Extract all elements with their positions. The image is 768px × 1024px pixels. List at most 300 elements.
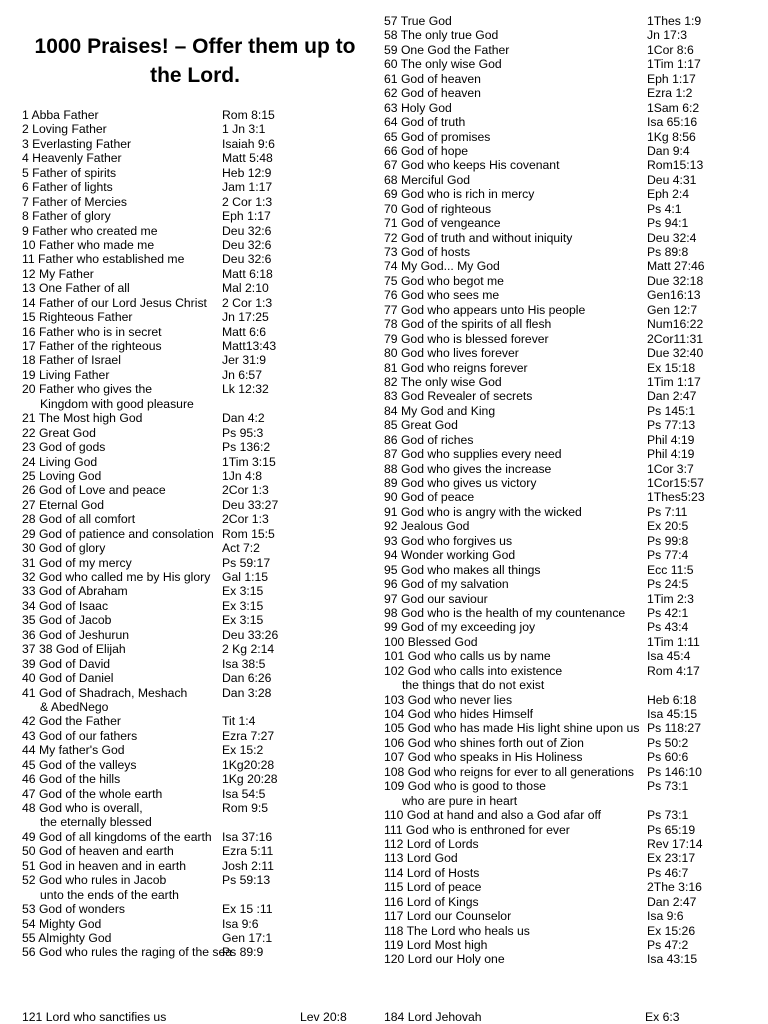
scripture-reference: Ps 95:3 xyxy=(222,425,264,440)
praise-entry xyxy=(384,505,764,519)
scripture-reference: Ps 24:5 xyxy=(647,577,689,592)
scripture-reference: Ps 89:8 xyxy=(647,245,689,259)
scripture-reference: 2 Cor 1:3 xyxy=(222,194,273,209)
praise-entry xyxy=(384,851,764,865)
praise-entry xyxy=(384,808,764,822)
praise-name: 37 38 God of Elijah xyxy=(22,642,126,657)
praise-entry xyxy=(22,787,367,801)
scripture-reference: Isa 9:6 xyxy=(647,909,684,924)
praise-name: Kingdom with good pleasure xyxy=(40,396,194,411)
praise-entry xyxy=(384,288,764,302)
praise-entry xyxy=(384,389,764,403)
praise-name: 121 Lord who sanctifies us xyxy=(22,1010,167,1024)
praise-name: 53 God of wonders xyxy=(22,902,125,917)
scripture-reference: Jn 17:25 xyxy=(222,310,269,325)
scripture-reference: 1Jn 4:8 xyxy=(222,468,262,483)
praise-entry xyxy=(22,743,367,757)
praise-name: 67 God who keeps His covenant xyxy=(384,158,560,173)
praise-entry xyxy=(22,296,367,310)
scripture-reference: Dan 4:2 xyxy=(222,411,265,426)
praise-entry xyxy=(22,238,367,252)
praise-entry xyxy=(22,180,367,194)
praise-entry xyxy=(384,880,764,894)
praise-name: 65 God of promises xyxy=(384,129,491,144)
scripture-reference: Ex 15:18 xyxy=(647,360,696,375)
praise-name: 91 God who is angry with the wicked xyxy=(384,504,582,519)
scripture-reference: 2Cor 1:3 xyxy=(222,512,269,527)
scripture-reference: Num16:22 xyxy=(647,317,704,332)
praise-entry xyxy=(384,28,764,42)
praise-name: 96 God of my salvation xyxy=(384,577,509,592)
scripture-reference: 2 Cor 1:3 xyxy=(222,295,273,310)
praise-entry xyxy=(384,361,764,375)
right-praise-list xyxy=(384,14,764,967)
praise-entry xyxy=(384,173,764,187)
praise-name: 76 God who sees me xyxy=(384,288,500,303)
praise-entry xyxy=(384,938,764,952)
praise-name: 5 Father of spirits xyxy=(22,165,117,180)
praise-entry xyxy=(384,952,764,966)
praise-entry xyxy=(384,231,764,245)
praise-entry xyxy=(22,772,367,786)
praise-entry xyxy=(384,317,764,331)
praise-entry xyxy=(384,216,764,230)
praise-name: 55 Almighty God xyxy=(22,930,112,945)
praise-entry xyxy=(22,599,367,613)
praise-name: 56 God who rules the raging of the sea xyxy=(22,945,233,960)
scripture-reference: Rev 17:14 xyxy=(647,836,703,851)
scripture-reference: Dan 2:47 xyxy=(647,894,697,909)
praise-entry xyxy=(384,158,764,172)
praise-name: 82 The only wise God xyxy=(384,374,502,389)
praise-entry xyxy=(384,346,764,360)
scripture-reference: Ps 65:19 xyxy=(647,822,696,837)
praise-name: 104 God who hides Himself xyxy=(384,707,534,721)
praise-entry xyxy=(22,455,367,469)
scripture-reference: Heb 12:9 xyxy=(222,165,272,180)
praise-name: 86 God of riches xyxy=(384,432,474,447)
scripture-reference: Mal 2:10 xyxy=(222,281,269,296)
praise-name: 110 God at hand and also a God afar off xyxy=(384,808,602,823)
praise-entry xyxy=(384,418,764,432)
praise-name: 72 God of truth and without iniquity xyxy=(384,230,573,245)
scripture-reference: Due 32:40 xyxy=(647,346,704,361)
praise-name: 48 God who is overall, xyxy=(22,801,143,815)
praise-entry xyxy=(22,541,367,555)
praise-name: 111 God who is enthroned for ever xyxy=(384,822,570,837)
praise-name: 114 Lord of Hosts xyxy=(384,865,480,880)
praise-name: 69 God who is rich in mercy xyxy=(384,187,535,202)
praise-name: 75 God who begot me xyxy=(384,273,504,288)
praise-name: 95 God who makes all things xyxy=(384,562,541,577)
praise-name: the eternally blessed xyxy=(40,815,152,830)
praise-name: 98 God who is the health of my countenance xyxy=(384,605,626,620)
praise-name: 90 God of peace xyxy=(384,490,475,505)
scripture-reference: Gen16:13 xyxy=(647,288,701,303)
praise-entry xyxy=(22,556,367,570)
praise-entry xyxy=(22,714,367,728)
praise-name: 119 Lord Most high xyxy=(384,938,488,952)
praise-entry xyxy=(22,613,367,627)
scripture-reference: Matt 6:18 xyxy=(222,266,273,281)
scripture-reference: Deu 32:6 xyxy=(222,237,272,252)
praise-name: 26 God of Love and peace xyxy=(22,483,166,498)
praise-entry xyxy=(22,252,367,266)
praise-entry xyxy=(384,274,764,288)
praise-entry xyxy=(22,440,367,454)
praise-name: 6 Father of lights xyxy=(22,180,113,195)
praise-entry xyxy=(384,375,764,389)
praise-name: 77 God who appears unto His people xyxy=(384,302,586,317)
praise-entry xyxy=(384,866,764,880)
praise-entry-continuation xyxy=(384,678,764,692)
praise-entry xyxy=(22,483,367,497)
praise-entry-continuation xyxy=(22,815,367,829)
praise-entry xyxy=(22,945,367,959)
praise-name: 116 Lord of Kings xyxy=(384,894,479,909)
praise-name: 63 Holy God xyxy=(384,100,452,115)
scripture-reference: Matt 5:48 xyxy=(222,151,273,166)
scripture-reference: Jn 17:3 xyxy=(647,28,687,43)
praise-entry xyxy=(384,649,764,663)
scripture-reference: 1Kg20:28 xyxy=(222,757,275,772)
scripture-reference: Isa 45:15 xyxy=(647,707,698,721)
praise-name: 49 God of all kingdoms of the earth xyxy=(22,829,212,844)
scripture-reference: Isa 54:5 xyxy=(222,786,266,801)
praise-name: 87 God who supplies every need xyxy=(384,447,562,462)
praise-name: 92 Jealous God xyxy=(384,519,470,534)
scripture-reference: Ps 59:17 xyxy=(222,555,271,570)
praise-entry xyxy=(384,130,764,144)
scripture-reference: 2Cor 1:3 xyxy=(222,483,269,498)
praise-entry xyxy=(22,137,367,151)
praise-name: 17 Father of the righteous xyxy=(22,339,162,353)
praise-entry xyxy=(384,577,764,591)
praise-entry xyxy=(22,281,367,295)
scripture-reference: 1Cor15:57 xyxy=(647,476,704,490)
scripture-reference: Matt13:43 xyxy=(222,339,277,353)
praise-entry xyxy=(22,671,367,685)
praise-name: 8 Father of glory xyxy=(22,209,111,224)
praise-entry xyxy=(22,353,367,367)
praise-entry xyxy=(384,476,764,490)
scripture-reference: Isa 37:16 xyxy=(222,829,273,844)
praise-name: 57 True God xyxy=(384,14,452,28)
praise-name: 23 God of gods xyxy=(22,440,106,455)
scripture-reference: Rom 9:5 xyxy=(222,801,269,815)
scripture-reference: Ex 6:3 xyxy=(645,1010,680,1024)
scripture-reference: Gen 12:7 xyxy=(647,302,698,317)
scripture-reference: Dan 2:47 xyxy=(647,389,697,404)
praise-name: 93 God who forgives us xyxy=(384,533,513,548)
scripture-reference: Lev 20:8 xyxy=(300,1010,347,1024)
praise-entry xyxy=(22,873,367,887)
praise-entry xyxy=(22,166,367,180)
praise-entry xyxy=(22,844,367,858)
scripture-reference: Gen 17:1 xyxy=(222,930,273,945)
scripture-reference: Ps 73:1 xyxy=(647,808,689,823)
praise-name: who are pure in heart xyxy=(402,793,518,808)
praise-name: 109 God who is good to those xyxy=(384,779,546,794)
scripture-reference: Ps 4:1 xyxy=(647,201,682,216)
scripture-reference: Jn 6:57 xyxy=(222,367,262,382)
scripture-reference: Ezra 5:11 xyxy=(222,844,274,859)
praise-name: 43 God of our fathers xyxy=(22,728,138,743)
scripture-reference: Isa 43:15 xyxy=(647,952,698,967)
scripture-reference: Heb 6:18 xyxy=(647,692,697,707)
scripture-reference: 1Sam 6:2 xyxy=(647,100,700,115)
praise-name: 62 God of heaven xyxy=(384,86,481,101)
scripture-reference: Isaiah 9:6 xyxy=(222,136,275,151)
scripture-reference: 1Cor 8:6 xyxy=(647,42,694,57)
praise-name: 108 God who reigns for ever to all generations xyxy=(384,764,634,779)
praise-name: 36 God of Jeshurun xyxy=(22,627,130,642)
praise-entry xyxy=(22,729,367,743)
scripture-reference: Ps 42:1 xyxy=(647,605,689,620)
scripture-reference: Deu 32:6 xyxy=(222,223,272,238)
praise-entry xyxy=(22,151,367,165)
praise-entry xyxy=(384,259,764,273)
praise-name: 19 Living Father xyxy=(22,367,110,382)
praise-name: 39 God of David xyxy=(22,656,111,671)
praise-entry xyxy=(384,462,764,476)
praise-name: 84 My God and King xyxy=(384,403,496,418)
scripture-reference: Ex 15:2 xyxy=(222,743,264,758)
praise-name: 102 God who calls into existence xyxy=(384,663,563,678)
praise-name: 46 God of the hills xyxy=(22,772,121,787)
praise-entry xyxy=(384,187,764,201)
praise-entry xyxy=(384,202,764,216)
praise-entry xyxy=(384,447,764,461)
praise-name: 41 God of Shadrach, Meshach xyxy=(22,685,188,700)
praise-entry xyxy=(22,859,367,873)
praise-name: 1 Abba Father xyxy=(22,108,99,122)
scripture-reference: Ex 3:15 xyxy=(222,584,264,599)
praise-entry xyxy=(384,332,764,346)
praise-name: 24 Living God xyxy=(22,454,98,469)
praise-entry xyxy=(384,404,764,418)
scripture-reference: Ps 89:9 xyxy=(222,945,264,960)
praise-name: 74 My God... My God xyxy=(384,259,500,274)
praise-name: 28 God of all comfort xyxy=(22,512,136,527)
praise-name: 29 God of patience and consolation xyxy=(22,526,214,541)
praise-entry xyxy=(384,592,764,606)
praise-name: 47 God of the whole earth xyxy=(22,786,163,801)
scripture-reference: Ps 73:1 xyxy=(647,779,689,794)
praise-entry xyxy=(384,101,764,115)
praise-entry xyxy=(22,310,367,324)
scripture-reference: Deu 33:26 xyxy=(222,627,279,642)
scripture-reference: Rom 4:17 xyxy=(647,663,700,678)
praise-name: 100 Blessed God xyxy=(384,634,478,649)
praise-entry xyxy=(384,736,764,750)
praise-entry xyxy=(22,498,367,512)
praise-entry xyxy=(22,209,367,223)
praise-name: 83 God Revealer of secrets xyxy=(384,389,533,404)
praise-name: 61 God of heaven xyxy=(384,71,481,86)
scripture-reference: Gal 1:15 xyxy=(222,570,269,584)
praise-name: 44 My father's God xyxy=(22,743,125,758)
praise-name: 42 God the Father xyxy=(22,714,121,729)
praise-name: 88 God who gives the increase xyxy=(384,461,552,476)
praise-entry xyxy=(384,245,764,259)
scripture-reference: Ex 23:17 xyxy=(647,851,696,866)
praise-name: 40 God of Daniel xyxy=(22,671,114,686)
praise-name: 22 Great God xyxy=(22,425,96,440)
praise-entry xyxy=(22,122,367,136)
praise-name: 184 Lord Jehovah xyxy=(384,1010,482,1024)
praise-name: 13 One Father of all xyxy=(22,281,130,296)
praise-entry xyxy=(384,57,764,71)
praise-name: 103 God who never lies xyxy=(384,692,513,707)
praise-name: 50 God of heaven and earth xyxy=(22,844,174,859)
scripture-reference: Ezra 7:27 xyxy=(222,728,275,743)
praise-name: 64 God of truth xyxy=(384,115,466,130)
scripture-reference: Ps 47:2 xyxy=(647,938,689,952)
praise-entry xyxy=(22,325,367,339)
scripture-reference: Ps 59:13 xyxy=(222,873,271,888)
praise-entry xyxy=(22,267,367,281)
scripture-reference: Ps 77:4 xyxy=(647,548,689,563)
praise-name: 113 Lord God xyxy=(384,851,458,866)
scripture-reference: Jer 31:9 xyxy=(222,353,267,368)
scripture-reference: 2 Kg 2:14 xyxy=(222,642,275,657)
praise-name: 3 Everlasting Father xyxy=(22,136,132,151)
praise-name: 21 The Most high God xyxy=(22,411,143,426)
scripture-reference: Deu 33:27 xyxy=(222,497,279,512)
praise-name: 117 Lord our Counselor xyxy=(384,909,512,924)
scripture-reference: 1Tim 1:17 xyxy=(647,374,701,389)
scripture-reference: 1Kg 8:56 xyxy=(647,129,696,144)
scripture-reference: Eph 1:17 xyxy=(647,71,696,86)
praise-entry xyxy=(22,512,367,526)
praise-entry xyxy=(384,909,764,923)
praise-name: 105 God who has made His light shine upon us xyxy=(384,721,640,736)
praise-name: 52 God who rules in Jacob xyxy=(22,873,167,888)
praise-name: 15 Righteous Father xyxy=(22,310,133,325)
praise-entry xyxy=(384,534,764,548)
praise-name: 16 Father who is in secret xyxy=(22,324,162,339)
scripture-reference: Ps 50:2 xyxy=(647,735,689,750)
scripture-reference: Lk 12:32 xyxy=(222,382,269,397)
scripture-reference: Matt 6:6 xyxy=(222,324,267,339)
praise-name: 7 Father of Mercies xyxy=(22,194,127,209)
left-praise-list xyxy=(22,108,367,960)
praise-name: 107 God who speaks in His Holiness xyxy=(384,750,583,765)
praise-name: 101 God who calls us by name xyxy=(384,649,551,664)
praise-name: 112 Lord of Lords xyxy=(384,836,479,851)
praise-entry xyxy=(384,490,764,504)
praise-entry xyxy=(22,931,367,945)
scripture-reference: Ps 7:11 xyxy=(647,504,688,519)
praise-entry xyxy=(22,224,367,238)
scripture-reference: 1 Jn 3:1 xyxy=(222,122,266,137)
scripture-reference: Tit 1:4 xyxy=(222,714,256,729)
praise-entry-continuation xyxy=(22,888,367,902)
praise-entry xyxy=(22,339,367,353)
scripture-reference: Josh 2:11 xyxy=(222,858,274,873)
praise-entry xyxy=(384,303,764,317)
scripture-reference: Due 32:18 xyxy=(647,273,704,288)
praise-name: unto the ends of the earth xyxy=(40,887,179,902)
scripture-reference: Dan 9:4 xyxy=(647,143,690,158)
praise-entry xyxy=(384,721,764,735)
scripture-reference: Isa 38:5 xyxy=(222,656,266,671)
praise-name: 14 Father of our Lord Jesus Christ xyxy=(22,295,207,310)
scripture-reference: Ps 136:2 xyxy=(222,440,271,455)
scripture-reference: 2Cor11:31 xyxy=(647,331,704,346)
praise-name: 120 Lord our Holy one xyxy=(384,952,505,967)
praise-name: 97 God our saviour xyxy=(384,591,488,606)
scripture-reference: 1Cor 3:7 xyxy=(647,461,694,476)
praise-name: 2 Loving Father xyxy=(22,122,107,137)
praise-name: the things that do not exist xyxy=(402,678,545,693)
praise-entry xyxy=(22,628,367,642)
praise-name: 81 God who reigns forever xyxy=(384,360,528,375)
praise-name: 45 God of the valleys xyxy=(22,757,137,772)
praise-entry-continuation xyxy=(22,397,367,411)
scripture-reference: Ps 99:8 xyxy=(647,533,689,548)
page-title: 1000 Praises! – Offer them up to the Lord. xyxy=(34,35,356,87)
praise-name: 60 The only wise God xyxy=(384,57,502,72)
praise-entry xyxy=(22,195,367,209)
praise-entry xyxy=(22,108,367,122)
scripture-reference: Ps 94:1 xyxy=(647,216,689,231)
praise-entry xyxy=(384,693,764,707)
praise-entry xyxy=(384,823,764,837)
praise-name: 89 God who gives us victory xyxy=(384,476,537,490)
praise-name: 58 The only true God xyxy=(384,28,499,43)
scripture-reference: Ex 15:26 xyxy=(647,923,696,938)
praise-name: 99 God of my exceeding joy xyxy=(384,620,536,635)
praise-entry xyxy=(384,620,764,634)
praise-name: 10 Father who made me xyxy=(22,237,155,252)
praise-name: 85 Great God xyxy=(384,418,458,433)
praise-entry xyxy=(22,758,367,772)
praise-entry-continuation xyxy=(22,700,367,714)
praise-name: 59 One God the Father xyxy=(384,42,510,57)
scripture-reference: 1Tim 1:11 xyxy=(647,634,700,649)
praise-entry xyxy=(384,924,764,938)
praise-name: 66 God of hope xyxy=(384,143,469,158)
praise-entry xyxy=(22,570,367,584)
scripture-reference: Ps 43:4 xyxy=(647,620,689,635)
praise-name: 115 Lord of peace xyxy=(384,880,482,895)
scripture-reference: Dan 6:26 xyxy=(222,671,272,686)
praise-entry xyxy=(384,635,764,649)
praise-name: 20 Father who gives the xyxy=(22,382,153,397)
scripture-reference: 1Tim 2:3 xyxy=(647,591,694,606)
scripture-reference: Deu 32:4 xyxy=(647,230,697,245)
praise-name: 68 Merciful God xyxy=(384,172,471,187)
praise-entry xyxy=(22,917,367,931)
praise-entry xyxy=(384,765,764,779)
praise-name: 80 God who lives forever xyxy=(384,346,519,361)
praise-name: 78 God of the spirits of all flesh xyxy=(384,317,552,332)
scripture-reference: Ps 46:7 xyxy=(647,865,689,880)
praise-entry xyxy=(384,548,764,562)
praise-name: 51 God in heaven and in earth xyxy=(22,858,186,873)
praise-name: 106 God who shines forth out of Zion xyxy=(384,735,584,750)
scripture-reference: Ps 146:10 xyxy=(647,764,702,779)
praise-entry xyxy=(22,830,367,844)
scripture-reference: 1Kg 20:28 xyxy=(222,772,278,787)
scripture-reference: 1Thes 1:9 xyxy=(647,14,702,28)
scripture-reference: Ps 77:13 xyxy=(647,418,696,433)
scripture-reference: Ex 3:15 xyxy=(222,598,264,613)
scripture-reference: Eph 2:4 xyxy=(647,187,690,202)
praise-entry xyxy=(384,14,764,28)
